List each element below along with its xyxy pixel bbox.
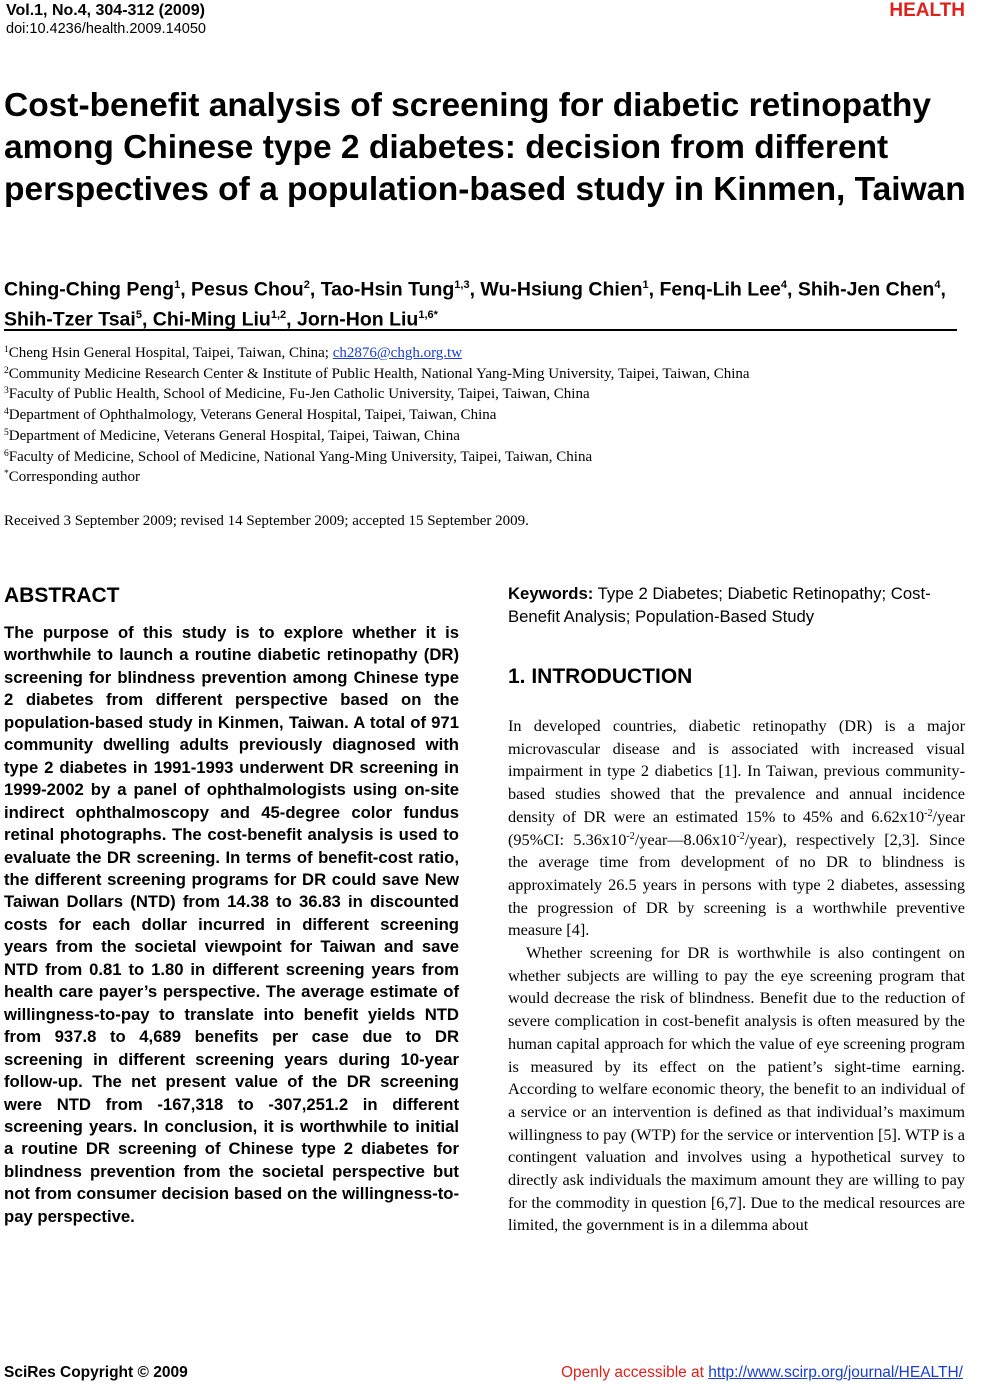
affiliation-sup: 1 bbox=[4, 345, 9, 355]
affiliation-text: Corresponding author bbox=[8, 469, 140, 486]
paragraph bbox=[508, 715, 965, 942]
author-affil-sup: 5 bbox=[135, 309, 142, 321]
affiliation-sup: 2 bbox=[4, 365, 9, 376]
paragraph: Whether screening for DR is worthwhile is also contingent on whether subjects are willing to pay the eye screening program that would decrease the risk of blindness. Benefit due to the reduction of severe complication in cost-benefit analysis is often measured by the human capital approach for which the value of eye screening program is measured by its effect on the patient’s sight-time earning. According to welfare economic theory, the benefit to an individual of a service or an intervention is defined as that individual’s maximum willingness to pay (WTP) for the service or intervention [5]. WTP is a contingent valuation and involves using a hypothetical survey to directly ask individuals the maximum amount they are willing to pay for the commodity in question [6,7]. Due to the medical resources are limited, the government is in a dilemma about bbox=[508, 943, 965, 1235]
journal-name: HEALTH bbox=[889, 0, 965, 21]
abstract-text: The purpose of this study is to explore whether it is worthwhile to launch a routine diabetic retinopathy (DR) screening for blindness prevention among Chinese type 2 diabetes from different perspective based on the population-based study in Kinmen, Taiwan. A total of 971 community dwelling adults previously diagnosed with type 2 diabetes in 1991-1993 underwent DR screening in 1999-2002 by a panel of ophthalmologists using on-site indirect ophthalmoscopy and 45-degree color fundus retinal photographs. The cost-benefit analysis is used to evaluate the DR screening. In terms of benefit-cost ratio, the different screening programs for DR could save New Taiwan Dollars (NTD) from 14.38 to 36.83 in discounted costs for each dollar incurred in different screening years from the societal viewpoint for Taiwan and save NTD from 0.81 to 1.80 in different screening years from health care payer’s perspective. The average estimate of willingness-to-pay to translate into benefit yields NTD from 937.8 to 4,689 benefits per case due to DR screening in different screening years during 10-year follow-up. The net present value of the DR screening were NTD from -167,318 to -307,251.2 in different screening years. In conclusion, it is worthwhile to initial a routine DR screening of Chinese type 2 diabetes for blindness prevention from the societal perspective but not from consumer decision based on the willingness-to-pay perspective. bbox=[4, 623, 459, 1226]
journal-volume: Vol.1, No.4, 304-312 (2009) bbox=[6, 2, 205, 19]
paper-title: Cost-benefit analysis of screening for diabetic retinopathy among Chinese type 2 diabetes: decision from different perspectives of a population-based study in Kinmen, Taiwan bbox=[4, 87, 966, 208]
superscript: -2 bbox=[924, 807, 933, 819]
affiliation-sup: 5 bbox=[4, 427, 9, 438]
author-affil-sup: 4 bbox=[780, 279, 787, 291]
affiliation-item bbox=[4, 426, 964, 447]
journal-url-link[interactable]: http://www.scirp.org/journal/HEALTH/ bbox=[708, 1364, 963, 1381]
superscript: -2 bbox=[626, 830, 635, 842]
affiliation-text: Faculty of Medicine, School of Medicine, National Yang-Ming University, Taipei, Taiwan, China bbox=[8, 448, 593, 465]
footer-copyright: SciRes Copyright © 2009 bbox=[4, 1364, 188, 1381]
text-run: /year—8.06x10 bbox=[634, 829, 737, 849]
affiliation-item bbox=[4, 405, 964, 426]
author-name: Jorn-Hon Liu bbox=[297, 308, 419, 331]
author-name: Shih-Tzer Tsai bbox=[4, 308, 136, 331]
affiliation-text: Faculty of Public Health, School of Medicine, Fu-Jen Catholic University, Taipei, Taiwan, China bbox=[8, 386, 590, 403]
text-run: /year), respectively [2,3]. Since the average time from development of no DR to blindness is approximately 26.5 years in persons with type 2 diabetes, assessing the progression of DR by screening is a worthwhile preventive measure [4]. bbox=[508, 829, 965, 940]
affiliation-item bbox=[4, 384, 964, 405]
author-affil-sup: 4 bbox=[934, 279, 941, 291]
affiliation-sup: * bbox=[4, 469, 9, 480]
affiliation-sup: 3 bbox=[4, 386, 9, 397]
affiliation-text: Cheng Hsin General Hospital, Taipei, Taiwan, China; bbox=[8, 345, 333, 361]
affiliation-item bbox=[4, 467, 964, 488]
affiliation-item bbox=[4, 447, 964, 468]
affiliation-sup: 4 bbox=[4, 407, 9, 418]
keywords-text: Type 2 Diabetes; Diabetic Retinopathy; Cost-Benefit Analysis; Population-Based Study bbox=[508, 584, 931, 626]
affiliation-text: Department of Medicine, Veterans General Hospital, Taipei, Taiwan, China bbox=[8, 427, 460, 444]
author-name: Chi-Ming Liu bbox=[152, 308, 271, 331]
superscript: -2 bbox=[736, 830, 745, 842]
author-list: Ching-Ching Peng$^1$, Pesus Chou$^2$, Tao-Hsin Tung$^{1,3}$, Wu-Hsiung Chien$^1$, Fenq-Lih Lee$^4$, Shih-Jen Chen$^4$, Shih-Tzer Tsai$^5$, Chi-Ming Liu$^{1,2}$, Jorn-Hon Liu$^{1,6*}$ bbox=[4, 278, 946, 331]
affiliation-text: Department of Ophthalmology, Veterans General Hospital, Taipei, Taiwan, China bbox=[8, 407, 497, 424]
email-link[interactable]: ch2876@chgh.org.tw bbox=[332, 345, 463, 361]
affiliation-sup: 6 bbox=[4, 448, 9, 459]
author-name: Wu-Hsiung Chien bbox=[480, 278, 643, 301]
affiliation-list bbox=[4, 343, 964, 488]
author-name: Ching-Ching Peng bbox=[4, 278, 175, 301]
author-affil-sup: 1 bbox=[174, 279, 181, 291]
received-dates: Received 3 September 2009; revised 14 September 2009; accepted 15 September 2009. bbox=[4, 513, 529, 529]
author-affil-sup: 1,2 bbox=[270, 309, 287, 321]
author-affil-sup: 2 bbox=[303, 279, 310, 291]
author-affil-sup: 1,3 bbox=[454, 279, 470, 291]
section-heading: 1. INTRODUCTION bbox=[508, 665, 693, 688]
text-run: /year (95%CI: 5.36x10 bbox=[508, 806, 965, 849]
introduction-body bbox=[508, 715, 965, 1237]
author-name: Tao-Hsin Tung bbox=[320, 278, 455, 301]
author-name: Fenq-Lih Lee bbox=[659, 278, 781, 301]
title-divider bbox=[4, 329, 957, 331]
keywords bbox=[508, 582, 968, 628]
author-name: Pesus Chou bbox=[191, 278, 304, 301]
affiliation-item bbox=[4, 343, 964, 364]
abstract-heading: ABSTRACT bbox=[4, 584, 120, 607]
doi: doi:10.4236/health.2009.14050 bbox=[6, 21, 206, 37]
author-affil-sup: 1 bbox=[642, 279, 649, 291]
affiliation-text: Community Medicine Research Center & Institute of Public Health, National Yang-Ming University, Taipei, Taiwan, China bbox=[8, 365, 750, 382]
footer-access bbox=[561, 1364, 963, 1382]
keywords-label: Keywords: bbox=[508, 584, 594, 603]
affiliation-item bbox=[4, 364, 964, 385]
author-affil-sup: 1,6* bbox=[418, 309, 438, 321]
footer-access-text: Openly accessible at bbox=[560, 1364, 709, 1381]
author-name: Shih-Jen Chen bbox=[797, 278, 935, 301]
text-run: In developed countries, diabetic retinopathy (DR) is a major microvascular disease and is associated with increased visual impairment in type 2 diabetics [1]. In Taiwan, previous community-based studies showed that the prevalence and annual incidence density of DR were an estimated 15% to 45% and 6.62x10 bbox=[508, 716, 965, 826]
